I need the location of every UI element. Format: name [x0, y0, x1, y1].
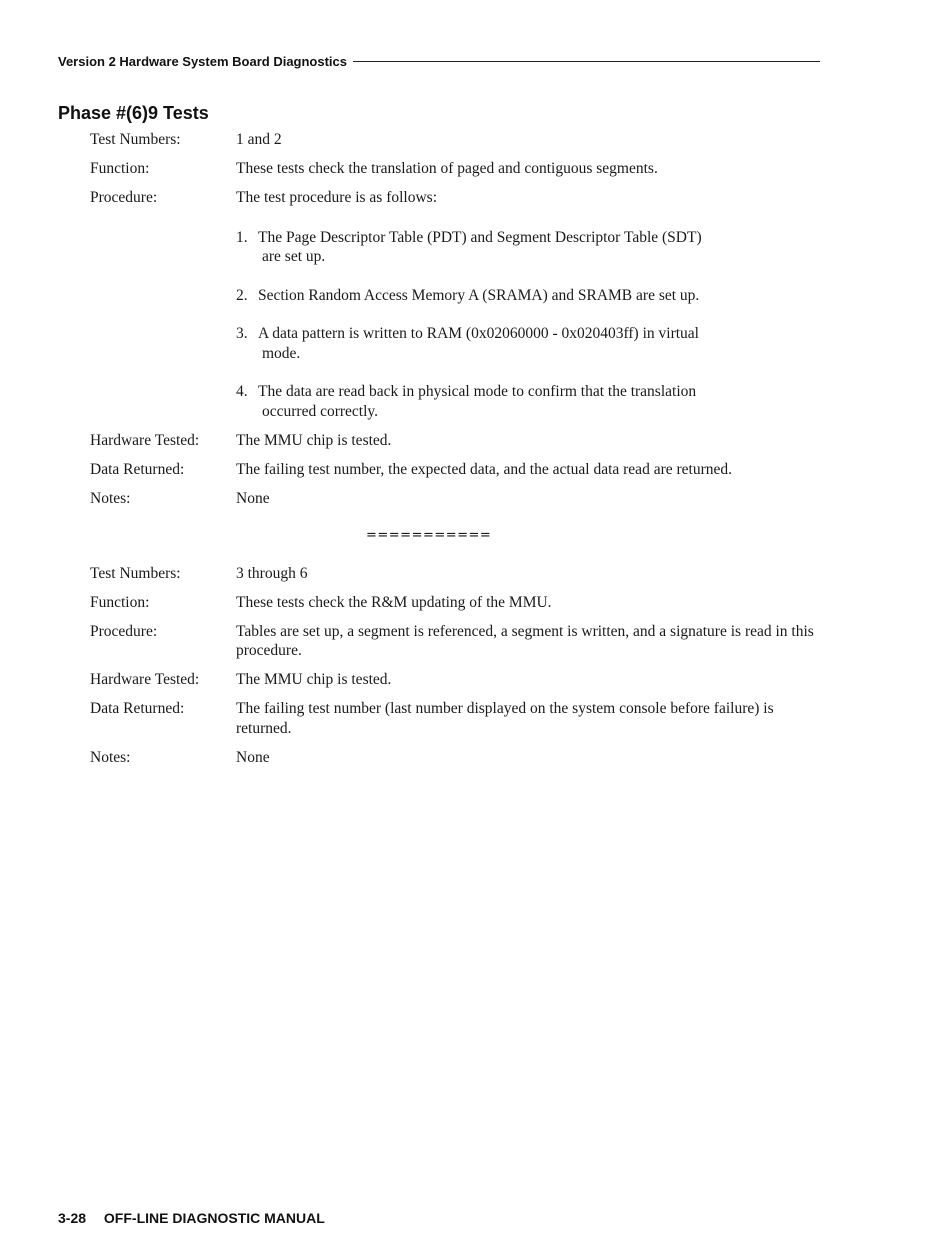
hardware-tested-label: Hardware Tested:	[90, 431, 200, 449]
procedure-step	[236, 382, 830, 421]
data-returned-value: The failing test number, the expected data, and the actual data read are returned.	[236, 460, 732, 478]
section-title: Phase #(6)9 Tests	[58, 103, 209, 123]
procedure-value: Tables are set up, a segment is referenced, a segment is written, and a signature is read in this procedure.	[236, 622, 814, 659]
test-numbers-row	[90, 130, 830, 150]
notes-value: None	[236, 489, 270, 507]
running-header	[58, 51, 820, 71]
hardware-tested-row	[90, 431, 830, 451]
step-line: The Page Descriptor Table (PDT) and Segment Descriptor Table (SDT)	[258, 228, 702, 246]
hardware-tested-value: The MMU chip is tested.	[236, 431, 392, 449]
function-label: Function:	[90, 593, 150, 611]
procedure-row	[90, 622, 830, 661]
function-label: Function:	[90, 160, 150, 177]
data-returned-label: Data Returned:	[90, 700, 185, 717]
manual-title: OFF-LINE DIAGNOSTIC MANUAL	[103, 1210, 325, 1226]
notes-row	[90, 489, 830, 509]
test-numbers-label: Test Numbers:	[90, 131, 181, 148]
hardware-tested-label: Hardware Tested:	[90, 671, 200, 688]
step-number: 2.	[236, 286, 248, 304]
function-row	[90, 593, 830, 613]
notes-label: Notes:	[90, 748, 131, 766]
procedure-step	[236, 286, 830, 306]
step-number: 3.	[236, 325, 248, 342]
procedure-row	[90, 188, 830, 208]
procedure-label: Procedure:	[90, 622, 158, 640]
hardware-tested-row	[90, 670, 830, 690]
header-title: Version 2 Hardware System Board Diagnostics	[58, 53, 347, 69]
step-text	[258, 382, 830, 421]
data-returned-label: Data Returned:	[90, 460, 185, 478]
procedure-steps	[236, 228, 830, 422]
step-line: The data are read back in physical mode to confirm that the translation	[258, 383, 697, 400]
function-value: These tests check the translation of paged and contiguous segments.	[236, 160, 658, 177]
step-number: 4.	[236, 383, 248, 400]
procedure-value: The test procedure is as follows:	[236, 189, 438, 206]
step-line-continued: mode.	[262, 344, 301, 362]
step-line: Section Random Access Memory A (SRAMA) and SRAMB are set up.	[258, 286, 700, 304]
page-number: 3-28	[58, 1210, 87, 1226]
test-numbers-value: 3 through 6	[236, 564, 308, 582]
step-line-continued: are set up.	[262, 248, 326, 265]
function-value: These tests check the R&M updating of the MMU.	[236, 593, 552, 611]
step-text	[258, 228, 830, 267]
function-row	[90, 159, 830, 179]
data-returned-value: The failing test number (last number displayed on the system console before failure) is returned.	[236, 700, 774, 737]
notes-row	[90, 748, 830, 768]
data-returned-row	[90, 460, 830, 480]
hardware-tested-value: The MMU chip is tested.	[236, 671, 392, 688]
test-numbers-label: Test Numbers:	[90, 564, 181, 582]
step-line-continued: occurred correctly.	[262, 402, 379, 420]
data-returned-row	[90, 699, 830, 738]
header-rule	[353, 61, 820, 62]
procedure-step	[236, 228, 830, 267]
document-body	[90, 130, 830, 777]
step-text	[258, 324, 830, 363]
running-footer	[58, 1210, 325, 1226]
step-number: 1.	[236, 228, 248, 246]
section-separator: ===========	[366, 528, 492, 543]
test-numbers-value: 1 and 2	[236, 131, 282, 148]
notes-value: None	[236, 748, 270, 766]
step-text	[258, 286, 830, 306]
step-line: A data pattern is written to RAM (0x02060000 - 0x020403ff) in virtual	[258, 325, 699, 342]
test-numbers-row	[90, 564, 830, 584]
procedure-label: Procedure:	[90, 189, 158, 206]
notes-label: Notes:	[90, 489, 131, 507]
procedure-step	[236, 324, 830, 363]
